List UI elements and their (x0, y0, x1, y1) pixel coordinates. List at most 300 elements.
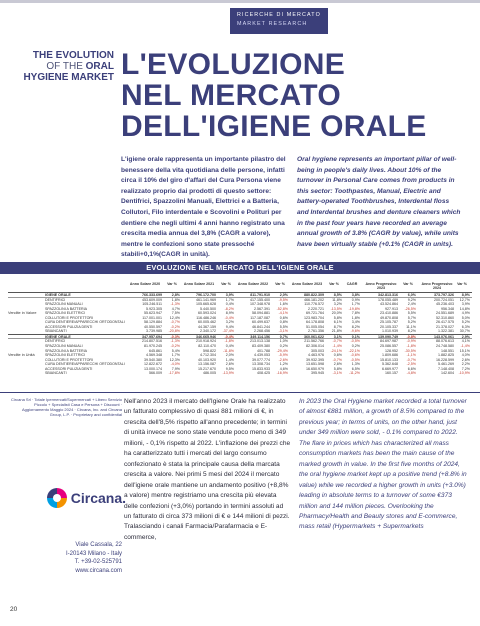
english-title-bold: ORAL (85, 61, 114, 72)
table-cell: -4,1% (278, 311, 288, 316)
header-line-2: MARKET RESEARCH (237, 21, 308, 27)
table-cell: 43.524.864 (380, 302, 398, 307)
table-cell: 0,4% (225, 302, 234, 307)
table-header-cell: Anno Solare 2023 (291, 282, 323, 286)
table-cell: 956.348 (441, 306, 454, 311)
table-cell: 346.665.946 (196, 334, 216, 339)
table-row-label: COLLUTORI E PROTETTORI (45, 315, 93, 320)
table-cell: -2,6% (278, 357, 288, 362)
page-title-bold: IGIENE ORALE (207, 110, 427, 143)
table-cell: 117.001.001 (142, 315, 162, 320)
table-cell: 40.550.597 (144, 324, 162, 329)
table-cell: 2,9% (461, 334, 470, 339)
table-cell: 4,1% (461, 339, 470, 344)
table-cell: 6,0% (407, 293, 416, 297)
table-cell: 4,0% (461, 353, 470, 358)
table-cell: 51.005.054 (306, 324, 324, 329)
table-cell: -0,6% (350, 353, 360, 358)
table-cell: 142.604 (441, 371, 454, 376)
table-cell: 82.110.470 (198, 344, 216, 349)
table-cell: -0,8% (406, 334, 416, 339)
address-city: I-20143 Milano - Italy (65, 550, 122, 557)
table-cell: -0,7% (332, 357, 342, 362)
table-cell: 6,5% (351, 366, 360, 371)
table-cell: 26.417.575 (436, 320, 454, 325)
table-group-label: Vendite in Valore (8, 311, 37, 316)
table-header-cell: Var % (403, 282, 413, 286)
table-cell: -1,3% (170, 339, 180, 344)
table-cell: 24.551.689 (436, 311, 454, 316)
table-cell: 139.090.749 (378, 334, 398, 339)
table-cell: 466.181.202 (304, 297, 324, 302)
table-cell: 7.148.408 (438, 366, 454, 371)
table-cell: 5,5% (279, 324, 288, 329)
table-cell: 105.665.628 (196, 302, 216, 307)
table-header-cell: Var % (329, 282, 339, 286)
table-header-cell: Var % (167, 282, 177, 286)
table-cell: 6,6% (407, 366, 416, 371)
table-cell: 21.378.027 (436, 324, 454, 329)
table-cell: 5,0% (461, 315, 470, 320)
table-cell: 49.870.808 (380, 315, 398, 320)
table-cell: -8,2% (224, 306, 234, 311)
english-title (10, 50, 114, 83)
table-cell: -29,4% (276, 348, 288, 353)
table-cell: 2.268.456 (254, 329, 270, 334)
table-cell: 1,8% (351, 315, 360, 320)
table-cell: -2,5% (406, 362, 416, 367)
table-cell: -0,5% (350, 357, 360, 362)
table-cell: 58.094.881 (252, 311, 270, 316)
table-row-label: SPAZZOLINI A BATTERIA (45, 306, 88, 311)
table-cell: 25.105.787 (380, 320, 398, 325)
table-header-cell: CAGR (346, 282, 358, 286)
table-cell: 1,6% (279, 302, 288, 307)
table-cell: -22,1% (348, 348, 360, 353)
table-row-label: CURA DENTIERE/APPARECCHI ORTODONTALI (45, 320, 125, 325)
table-cell: 60.499.637 (252, 320, 270, 325)
table-cell: -13,5% (330, 306, 342, 311)
table-cell: 9,2% (407, 297, 416, 302)
table-cell: 5.923.305 (146, 306, 162, 311)
table-cell: 178.055.489 (378, 297, 398, 302)
table-cell: 60.593.024 (198, 311, 216, 316)
table-cell: -9,6% (350, 329, 360, 334)
table-cell: 83.409.380 (252, 344, 270, 349)
section-divider (0, 392, 480, 393)
table-cell: 3,8% (351, 293, 360, 297)
table-cell: 1,2% (279, 362, 288, 367)
table-cell: -0,2% (170, 344, 180, 349)
circana-logo-text: Circana. (70, 490, 126, 506)
table-cell: -17,8% (168, 371, 180, 376)
table-cell: 0,1% (351, 334, 360, 339)
table-header-cell: Anno Progressivo 2023 (365, 282, 397, 290)
table-cell: 2,6% (225, 362, 234, 367)
table-cell: 15.810.133 (380, 357, 398, 362)
table-cell: -0,7% (170, 320, 180, 325)
table-cell: -24,1% (330, 348, 342, 353)
table-cell: 5.461.269 (438, 362, 454, 367)
table-cell: 566.009 (149, 371, 162, 376)
table-cell: -0,5% (350, 339, 360, 344)
table-cell: 0,6% (333, 353, 342, 358)
table-cell: -1,8% (224, 339, 234, 344)
address-phone: T. +39-02-525791 (74, 559, 122, 566)
table-cell: 200.724.051 (434, 297, 454, 302)
table-cell: 486.005 (203, 371, 216, 376)
table-cell: 347.957.694 (142, 334, 162, 339)
table-row-label: SPAZZOLINI MANUALI (45, 344, 83, 349)
table-cell: 15.217.670 (198, 366, 216, 371)
table-cell: 20,0% (331, 311, 342, 316)
table-cell: 7,2% (461, 366, 470, 371)
table-cell: -0,2% (170, 324, 180, 329)
table-cell: 3,2% (333, 302, 342, 307)
table-cell: 8,2% (351, 324, 360, 329)
table-cell: 4,6% (279, 366, 288, 371)
table-cell: -4,8% (406, 371, 416, 376)
table-row-label: SPAZZOLINI ELETTRICI (45, 311, 86, 316)
table-cell: 107.348.978 (250, 302, 270, 307)
table-cell: 7,9% (171, 366, 180, 371)
table-cell: -0,4% (224, 315, 234, 320)
table-cell: 0,2% (279, 344, 288, 349)
table-cell: 69.721.764 (306, 311, 324, 316)
address-block (10, 541, 122, 575)
table-cell: 2,8% (171, 293, 180, 297)
table-cell: 766.333.699 (142, 293, 162, 297)
table-cell: -11,2% (348, 371, 360, 376)
table-cell: -10,9% (458, 371, 470, 376)
table-cell: 1,3% (351, 362, 360, 367)
table-cell: -20,8% (168, 329, 180, 334)
table-cell: 7,8% (351, 311, 360, 316)
table-cell: 8,5% (333, 293, 342, 297)
table-cell: 211.562.766 (304, 339, 324, 344)
table-cell: -52,8% (276, 306, 288, 311)
table-cell: -1,1% (406, 353, 416, 358)
table-cell: 2.220.721 (308, 306, 324, 311)
page-title (121, 49, 427, 142)
table-cell: -9,5% (278, 297, 288, 302)
table-cell: 8,9% (225, 311, 234, 316)
table-cell: 15,1% (459, 348, 470, 353)
table-cell: -1,8% (406, 344, 416, 349)
table-group (8, 292, 472, 334)
table-cell: 4,7% (171, 306, 180, 311)
table-cell: 2.340.172 (200, 329, 216, 334)
body-text-english: In 2023 the Oral Hygiene market recorded a total turnover of almost €881 million, a growth of 8.5% compared to the previous year; in terms of units, on the other hand, just under 349 million were sold, - 0.1% compared to 2022. The flare in prices which has characterized all mass consumption markets has been the main cause of the marked growth in value. In the first five months of 2024, the oral hygiene market kept up a positive trend (+8.8% in value) while we recorded a higher growth in units (+3.0%) leading in absolute terms to a turnover of some €373 million and 144 million pieces. Overlooking the Pharmacy/Health and Beauty stores and E-commerce, mass retail (Hypermarkets + Supermarkets (299, 398, 467, 531)
table-cell: 55.623.947 (144, 311, 162, 316)
page-title-prefix: DELL' (121, 110, 208, 143)
table-cell: 105.246.511 (142, 302, 162, 307)
table-cell: 21,8% (331, 329, 342, 334)
table-cell: -0,7% (332, 339, 342, 344)
table-header-cell: Anno Solare 2022 (237, 282, 269, 286)
page-title-line-3 (121, 111, 427, 142)
table-row-label: CURA DENTIERE/APPARECCHI ORTODONTALI (45, 362, 125, 367)
table-cell: 0,7% (279, 334, 288, 339)
table-cell: 11,8% (332, 297, 342, 302)
table-cell: 13.651.598 (306, 362, 324, 367)
table-cell: 0,2% (351, 344, 360, 349)
table-cell: 4,9% (461, 311, 470, 316)
table-cell: 1.809.686 (382, 353, 398, 358)
table-cell: 9,5% (225, 366, 234, 371)
table-cell: -37,4% (222, 329, 234, 334)
table-cell: 349.114.156 (250, 334, 270, 339)
table-row-label: SPAZZOLINI ELETTRICI (45, 353, 86, 358)
table-header (8, 281, 472, 292)
table-cell: 5,5% (407, 311, 416, 316)
table-header-cell: Var % (457, 282, 467, 286)
table-cell: 645.861 (149, 348, 162, 353)
table-header-cell: Anno Solare 2021 (183, 282, 215, 286)
table-cell: -19,8% (348, 306, 360, 311)
table-row (8, 371, 472, 376)
table-cell: 417.155.400 (250, 297, 270, 302)
table-cell: -3,1% (278, 329, 288, 334)
table-cell: 58.129.884 (144, 320, 162, 325)
table-cell: 81.970.245 (144, 344, 162, 349)
table-cell: -1,4% (332, 344, 342, 349)
table-cell: -0,9% (406, 339, 416, 344)
table-cell: 9,4% (225, 324, 234, 329)
table-cell: 13.308.734 (252, 362, 270, 367)
table-cell: 305.003 (311, 348, 324, 353)
table-cell: 5,8% (333, 366, 342, 371)
table-cell: 15.833.933 (252, 366, 270, 371)
table-cell: 1,7% (225, 297, 234, 302)
table-cell: 39.540.380 (144, 357, 162, 362)
table-cell: -13,9% (222, 371, 234, 376)
table-cell: 60.005.462 (198, 320, 216, 325)
table-cell: -0,4% (224, 334, 234, 339)
table-row-label: SPAZZOLINI A BATTERIA (45, 348, 88, 353)
table-cell: -11,8% (222, 348, 234, 353)
table-cell: 39.932.395 (306, 357, 324, 362)
table-cell: 45.236.403 (436, 302, 454, 307)
table-cell: 453.609.009 (142, 297, 162, 302)
table-cell: 598.822 (203, 348, 216, 353)
table-cell: 214.807.516 (142, 339, 162, 344)
intro-english: Oral hygiene represents an important pillar of well-being in people's daily lives. About 10% of the turnover in Personal Care comes from products in this sector: Toothpastes, Manual, Electric and battery-operated Toothbrushes, Interdental floss and Interdental brushes and denture cleaners which in the past four years have recorded an average annual growth of 3.8% (CAGR by value), while units have been virtually stable (+0.1% (CAGR in units). (297, 156, 461, 248)
table-cell: 5.362.648 (382, 362, 398, 367)
table-group (8, 334, 472, 376)
table-cell: 64.178.808 (306, 320, 324, 325)
section-header (230, 8, 328, 34)
table-cell: 2,4% (407, 302, 416, 307)
table-cell: -5,9% (278, 353, 288, 358)
table-cell: 1,7% (351, 302, 360, 307)
table-cell: 1,0% (279, 339, 288, 344)
table-cell: 12,3% (169, 357, 180, 362)
table-header-cell: Var % (275, 282, 285, 286)
table-group-label: Vendite in Unità (8, 353, 35, 358)
table-cell: 40.103.920 (198, 357, 216, 362)
address-website[interactable]: www.circana.com (75, 567, 122, 574)
table-row-label: IGIENE ORALE (45, 293, 71, 297)
table-cell: 1.882.825 (438, 353, 454, 358)
table-cell: 123.983.704 (304, 315, 324, 320)
table-cell: 8,9% (461, 293, 470, 297)
table-row-label: SBIANCANTI (45, 371, 67, 376)
table-cell: 6,1% (333, 320, 342, 325)
table-cell: 1.322.381 (438, 329, 454, 334)
table-cell: 44.367.159 (198, 324, 216, 329)
table-cell: 16.228.599 (436, 357, 454, 362)
table-cell: 2,2% (461, 362, 470, 367)
page-title-line-2: NEL MERCATO (121, 79, 341, 112)
table-cell: 342.813.316 (378, 293, 398, 297)
table-cell: 5.440.500 (200, 306, 216, 311)
table-cell: 373.797.326 (434, 293, 454, 297)
header-line-1: RICERCHE DI MERCATO (237, 12, 321, 18)
table-banner: EVOLUZIONE NEL MERCATO DELL'IGIENE ORALE (0, 262, 480, 274)
table-cell: 12,4% (169, 315, 180, 320)
table-cell: 160.157 (385, 371, 398, 376)
table-cell: 148.551 (441, 348, 454, 353)
address-street: Viale Cassala, 22 (75, 542, 122, 548)
table-cell: 395.945 (311, 371, 324, 376)
table-cell: 2,6% (461, 357, 470, 362)
english-title-line-2 (10, 61, 114, 72)
table-cell: 8,2% (407, 329, 416, 334)
intro-italian: L'igiene orale rappresenta un importante pilastro del benessere della vita quotidiana delle persone, infatti circa il 10% del giro d'affari del Cura Persona viene realizzato proprio dai prodotti di questo settore: Dentifrici, Spazzolini Manuali, Elettrici e a Batteria, Collutori, Filo interdentale e Scovolini e Polituri per dentiere che negli ultimi 4 anni hanno registrato una crescita media annua del 3,8% (CAGR a valore), mentre le confezioni sono state pressoché stabili+0,1%(CAGR in unità). (121, 156, 286, 259)
table-row-label: SPAZZOLINI MANUALI (45, 302, 83, 307)
table-cell: 3,9% (225, 293, 234, 297)
table-cell: 4.439.053 (254, 353, 270, 358)
table-cell: 46.841.244 (252, 324, 270, 329)
body-text-italian: Nell'anno 2023 il mercato dell'Igiene Orale ha realizzato un fatturato complessivo di quasi 881 milioni di €, in crescita dell'8,5% rispetto all'anno precedente; in termini di unità invece ne sono state vendute poco meno di 349 milioni, - 0,1% rispetto al 2022. L'inflazione dei prezzi che ha caratterizzato tutti i mercati del largo consumo confezionato è stata la principale causa della marcata crescita a valore. Nei primi 5 mesi del 2024 il mercato dell'igiene orale mantiene un andamento positivo (+8,8% a valore) mentre registriamo una crescita più elevata delle confezioni (+3,0%) portando in termini assoluti ad un fatturato di circa 373 milioni di € e 144 milioni di pezzi. Tralasciando i canali Farmacia/Parafarmacia e E-commerce, (124, 398, 291, 541)
table-cell: -1,3% (170, 302, 180, 307)
table-cell: 30,7% (459, 329, 470, 334)
table-cell: 5,7% (407, 315, 416, 320)
table-row-label: COLLUTORI E PROTETTORI (45, 357, 93, 362)
table-cell: 811.791.910 (250, 293, 270, 297)
page-number: 20 (10, 606, 18, 613)
table-cell: -3,1% (332, 371, 342, 376)
table-row-label: ACCESSORI PULIZIA DENTI (45, 324, 93, 329)
table-cell: 1,7% (171, 353, 180, 358)
table-cell: 360.061.622 (304, 334, 324, 339)
table-cell: -30,5% (404, 348, 416, 353)
source-note: Circana Srl · Totale Ipermercati/Supermercati + Libero Servizio Piccolo + Specialisti Casa e Persona + Discount · Aggiornamento Maggio 2024 · Circana, Inc. and Circana Group, L.P. · Proprietary and confidential (11, 397, 122, 417)
table-cell: 3,9% (461, 302, 470, 307)
table-cell: 2.567.391 (254, 306, 270, 311)
table-cell: 461.141.969 (196, 297, 216, 302)
table-cell: -16,9% (276, 371, 288, 376)
page-title-line-1: L'EVOLUZIONE (121, 48, 346, 81)
table-cell: 796.172.700 (196, 293, 216, 297)
table-cell: 39.077.774 (252, 357, 270, 362)
english-title-line-3: HYGIENE MARKET (23, 72, 114, 83)
table-cell: 128.952 (385, 348, 398, 353)
table-cell: 82.306.014 (306, 344, 324, 349)
market-table (8, 281, 472, 376)
table-cell: 84.697.987 (380, 339, 398, 344)
table-cell: 116.486.246 (196, 315, 216, 320)
table-cell: -26,5% (404, 306, 416, 311)
table-cell: 5,4% (171, 348, 180, 353)
table-cell: 3.739.985 (146, 329, 162, 334)
table-cell: 2,0% (225, 353, 234, 358)
table-row-label: SBIANCANTI (45, 329, 67, 334)
table-cell: 6.669.977 (382, 366, 398, 371)
table-cell: 6,3% (461, 324, 470, 329)
table-cell: -0,3% (170, 334, 180, 339)
table-cell: 3,4% (351, 320, 360, 325)
table-cell: 11,1% (406, 324, 416, 329)
table-cell: 12,7% (459, 297, 470, 302)
circana-logo-mark (47, 488, 67, 508)
table-cell: 880.822.309 (304, 293, 324, 297)
table-cell: -4,0% (170, 362, 180, 367)
table-cell: 14,8% (459, 306, 470, 311)
top-rule (0, 0, 480, 3)
table-cell: 1,8% (171, 297, 180, 302)
table-cell: 213.013.138 (250, 339, 270, 344)
table-cell: 52.310.860 (436, 315, 454, 320)
table-row-label: ACCESSORI PULIZIA DENTI (45, 366, 93, 371)
table-cell: 8,7% (333, 324, 342, 329)
table-cell: 5,8% (333, 315, 342, 320)
table-cell: 2,0% (279, 293, 288, 297)
table-cell: 23.410.886 (380, 311, 398, 316)
table-cell: 4.463.976 (308, 353, 324, 358)
table-cell: 143.076.061 (434, 334, 454, 339)
table-cell: 5,2% (407, 320, 416, 325)
table-cell: 0,8% (279, 320, 288, 325)
table-cell: 7,5% (171, 311, 180, 316)
table-header-cell: Anno Solare 2020 (129, 282, 161, 286)
table-header-cell: Anno Progressivo 2024 (421, 282, 453, 290)
circana-logo (40, 486, 126, 510)
table-row-label: DENTIFRICI (45, 339, 66, 344)
table-cell: 2.761.356 (308, 329, 324, 334)
table-cell: 0,9% (351, 297, 360, 302)
table-cell: 88.076.613 (436, 339, 454, 344)
table-cell: 24.748.580 (436, 344, 454, 349)
table-cell: 3,2% (225, 320, 234, 325)
english-title-line-1: THE EVOLUTION (32, 50, 114, 61)
table-cell: 4.712.304 (200, 353, 216, 358)
table-row-label: DENTIFRICI (45, 297, 66, 302)
table-cell: 110.776.572 (304, 302, 324, 307)
table-cell: 210.918.924 (196, 339, 216, 344)
table-cell: 20.105.337 (380, 324, 398, 329)
table-cell: 13.156.087 (198, 362, 216, 367)
table-header-cell: Var % (221, 282, 231, 286)
table-cell: 25.086.557 (380, 344, 398, 349)
table-cell: 408.425 (257, 371, 270, 376)
table-cell: -1,4% (460, 344, 470, 349)
table-cell: 3,1% (333, 334, 342, 339)
table-cell: 5,2% (461, 320, 470, 325)
table-cell: 16.650.979 (306, 366, 324, 371)
table-cell: 0,4% (225, 344, 234, 349)
table-cell: 1,4% (225, 357, 234, 362)
table-cell: 4.569.348 (146, 353, 162, 358)
table-cell: 2,6% (333, 362, 342, 367)
table-cell: 0,6% (279, 315, 288, 320)
table-cell: 13.000.174 (144, 366, 162, 371)
table-cell: 401.788 (257, 348, 270, 353)
table-cell: -0,7% (406, 357, 416, 362)
english-title-prefix: OF THE (46, 61, 86, 72)
table-cell: 12.822.672 (144, 362, 162, 367)
